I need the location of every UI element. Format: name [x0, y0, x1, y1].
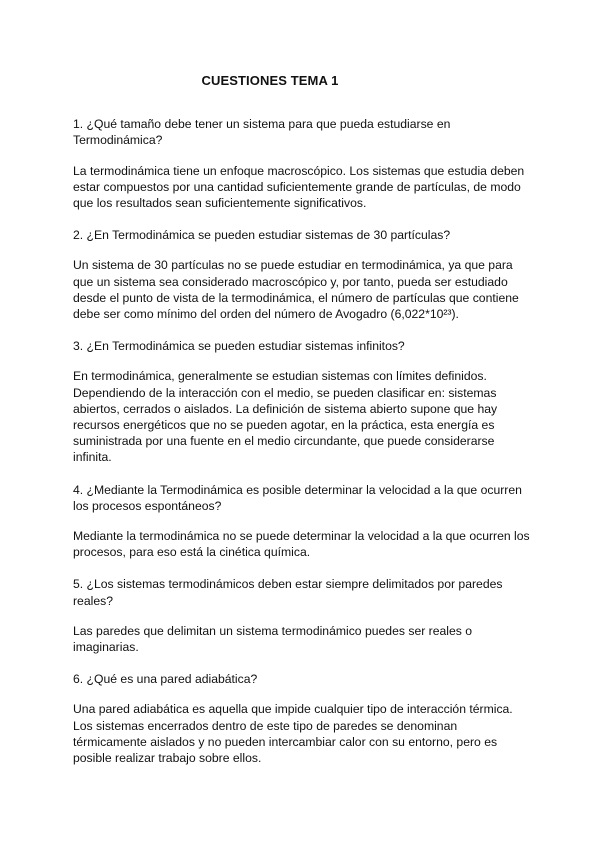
question-6: 6. ¿Qué es una pared adiabática?	[73, 672, 258, 687]
answer-5: Las paredes que delimitan un sistema termodinámico puedes ser reales o imaginarias.	[73, 623, 473, 655]
answer-1: La termodinámica tiene un enfoque macroscópico. Los sistemas que estudia deben estar compuestos por una cantidad suficientemente grande de partículas, de modo que los resultados sean suficientemente significativos.	[73, 163, 525, 210]
answer-3: En termodinámica, generalmente se estudian sistemas con límites definidos. Dependiendo de la interacción con el medio, se pueden clasificar en: sistemas abiertos, cerrados o aislados. La definición de sistema abierto supone que hay recursos energéticos que no se pueden agotar, en la práctica, esta energía es suministrada por una fuente en el medio circundante, que puede considerarse infinita.	[73, 369, 498, 465]
answer-2: Un sistema de 30 partículas no se puede estudiar en termodinámica, ya que para que un sistema sea considerado macroscópico y, por tanto, pueda ser estudiado desde el punto de vista de la termodinámica, el número de partículas que contiene debe ser como mínimo del orden del número de Avogadro (6,022*10²³).	[73, 258, 519, 322]
qa-item-2	[73, 227, 533, 322]
question-1: 1. ¿Qué tamaño debe tener un sistema para que pueda estudiarse en Termodinámica?	[73, 117, 451, 148]
question-3: 3. ¿En Termodinámica se pueden estudiar sistemas infinitos?	[73, 339, 405, 354]
question-2: 2. ¿En Termodinámica se pueden estudiar sistemas de 30 partículas?	[73, 228, 451, 243]
qa-item-1	[73, 116, 533, 211]
qa-item-4	[73, 482, 533, 561]
question-5: 5. ¿Los sistemas termodinámicos deben estar siempre delimitados por paredes reales?	[73, 577, 503, 608]
answer-4: Mediante la termodinámica no se puede determinar la velocidad a la que ocurren los procesos, para eso está la cinética química.	[73, 529, 530, 560]
qa-item-3	[73, 338, 533, 465]
qa-list	[73, 104, 533, 782]
document-title: CUESTIONES TEMA 1	[201, 73, 339, 88]
qa-item-5	[73, 576, 533, 655]
answer-6: Una pared adiabática es aquella que impide cualquier tipo de interacción térmica. Los sistemas encerrados dentro de este tipo de paredes se denominan térmicamente aislados y no pueden intercambiar calor con su entorno, pero es posible realizar trabajo sobre ellos.	[73, 702, 513, 766]
qa-item-6	[73, 671, 533, 766]
question-4: 4. ¿Mediante la Termodinámica es posible determinar la velocidad a la que ocurren los procesos espontáneos?	[73, 482, 522, 513]
